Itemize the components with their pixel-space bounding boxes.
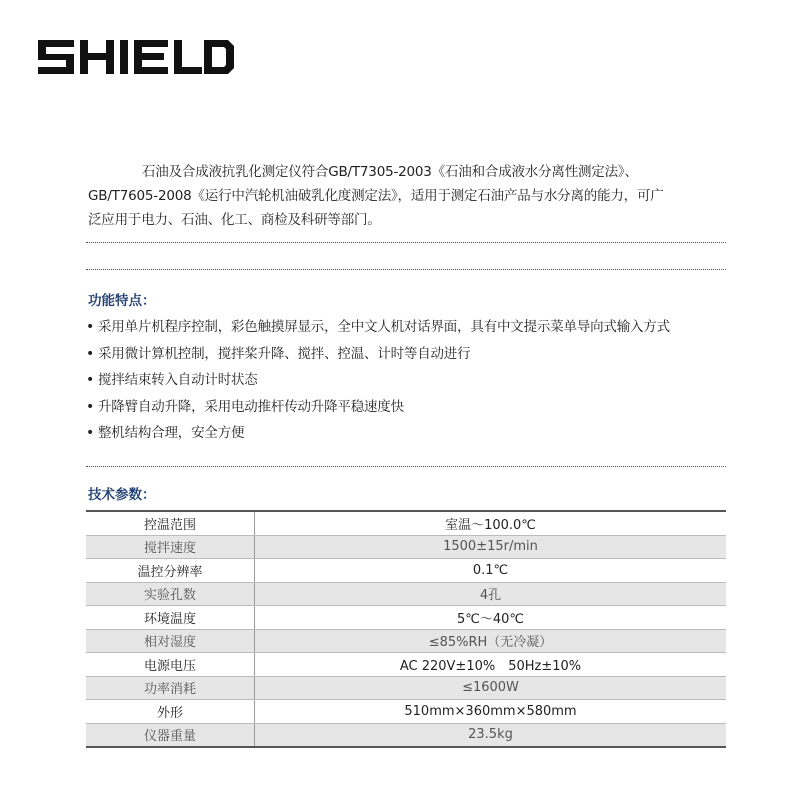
param-key: 实验孔数 bbox=[86, 582, 255, 606]
param-value: 5℃～40℃ bbox=[255, 606, 727, 630]
intro-line-3: 泛应用于电力、石油、化工、商检及科研等部门。 bbox=[88, 212, 381, 228]
table-row bbox=[86, 582, 726, 606]
bullet-icon: • bbox=[86, 398, 95, 415]
param-value: 4孔 bbox=[255, 582, 727, 606]
table-row bbox=[86, 676, 726, 700]
table-row bbox=[86, 606, 726, 630]
features-title: 功能特点： bbox=[88, 293, 156, 309]
table-row bbox=[86, 511, 726, 535]
params-title: 技术参数： bbox=[88, 487, 156, 503]
table-row bbox=[86, 535, 726, 559]
shield-logo bbox=[36, 38, 236, 76]
param-key: 电源电压 bbox=[86, 653, 255, 677]
table-row bbox=[86, 723, 726, 747]
dotted-divider bbox=[86, 269, 726, 270]
bullet-icon: • bbox=[86, 345, 95, 362]
param-value: 0.1℃ bbox=[255, 559, 727, 583]
param-value: 室温～100.0℃ bbox=[255, 511, 727, 535]
bullet-icon: • bbox=[86, 425, 95, 441]
param-value: ≤85%RH（无冷凝） bbox=[255, 629, 727, 653]
table-row bbox=[86, 629, 726, 653]
list-item bbox=[86, 423, 670, 450]
list-item bbox=[86, 370, 670, 397]
table-row bbox=[86, 653, 726, 677]
intro-line-2: GB/T7605-2008《运行中汽轮机油破乳化度测定法》，适用于测定石油产品与水分离的能力，可广 bbox=[88, 188, 664, 204]
param-key: 外形 bbox=[86, 700, 255, 724]
param-key: 控温范围 bbox=[86, 511, 255, 535]
dotted-divider bbox=[86, 466, 726, 467]
param-value: 23.5kg bbox=[255, 723, 727, 747]
table-row bbox=[86, 559, 726, 583]
list-item bbox=[86, 397, 670, 424]
feature-text: 升降臂自动升降，采用电动推杆传动升降平稳速度快 bbox=[98, 398, 404, 415]
param-key: 环境温度 bbox=[86, 606, 255, 630]
feature-text: 采用单片机程序控制，彩色触摸屏显示，全中文人机对话界面，具有中文提示菜单导向式输入方式 bbox=[98, 319, 670, 335]
param-key: 相对湿度 bbox=[86, 629, 255, 653]
param-key: 搅拌速度 bbox=[86, 535, 255, 559]
param-key: 功率消耗 bbox=[86, 676, 255, 700]
feature-text: 采用微计算机控制，搅拌桨升降、搅拌、控温、计时等自动进行 bbox=[98, 345, 471, 362]
param-value: ≤1600W bbox=[255, 676, 727, 700]
param-value: 1500±15r/min bbox=[255, 535, 727, 559]
features-list bbox=[86, 317, 670, 450]
table-row bbox=[86, 700, 726, 724]
param-value: 510mm×360mm×580mm bbox=[255, 700, 727, 724]
feature-text: 搅拌结束转入自动计时状态 bbox=[98, 372, 258, 388]
shield-logo-mark bbox=[36, 38, 236, 76]
dotted-divider bbox=[86, 242, 726, 243]
intro-paragraph bbox=[88, 160, 728, 232]
param-key: 仪器重量 bbox=[86, 723, 255, 747]
bullet-icon: • bbox=[86, 372, 95, 388]
param-value: AC 220V±10% 50Hz±10% bbox=[255, 653, 727, 677]
feature-text: 整机结构合理，安全方便 bbox=[98, 425, 245, 441]
intro-line-1: 石油及合成液抗乳化测定仪符合GB/T7305-2003《石油和合成液水分离性测定法》、 bbox=[142, 164, 638, 180]
param-key: 温控分辨率 bbox=[86, 559, 255, 583]
list-item bbox=[86, 317, 670, 344]
bullet-icon: • bbox=[86, 319, 95, 335]
list-item bbox=[86, 344, 670, 371]
params-table bbox=[86, 510, 726, 748]
